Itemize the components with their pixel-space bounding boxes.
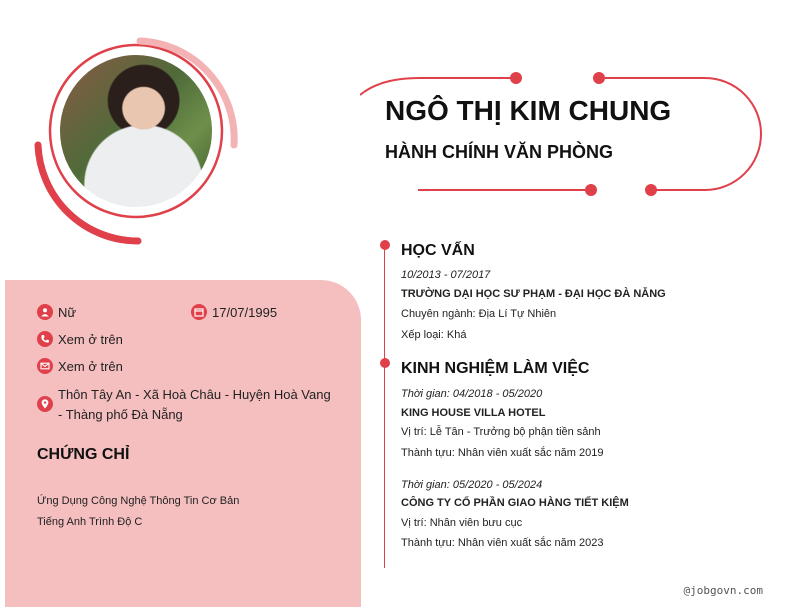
education-school: TRƯỜNG DẠI HỌC SƯ PHẠM - ĐẠI HỌC ĐÀ NẴNG [401,288,666,300]
address-row [37,385,337,425]
frame-dot [645,184,657,196]
job-achievement: Thành tựu: Nhân viên xuất sắc năm 2019 [401,447,604,459]
education-major: Chuyên ngành: Địa Lí Tự Nhiên [401,308,557,320]
certificate-item: Tiếng Anh Trình Độ C [37,516,143,528]
job-achievement: Thành tựu: Nhân viên xuất sắc năm 2023 [401,537,604,549]
timeline-dot [380,240,390,250]
person-icon [37,304,53,320]
watermark: @jobgovn.com [683,584,763,597]
experience-heading: KINH NGHIỆM LÀM VIỆC [401,360,590,377]
calendar-icon [191,304,207,320]
avatar-frame [30,35,240,245]
full-name: NGÔ THỊ KIM CHUNG [385,95,672,126]
email-value: Xem ở trên [58,359,123,374]
mail-icon [37,358,53,374]
location-pin-icon [37,396,53,412]
job-period: Thời gian: 04/2018 - 05/2020 [401,388,543,400]
job-company: CÔNG TY CỔ PHẦN GIAO HÀNG TIẾT KIỆM [401,497,629,509]
address-value: Thôn Tây An - Xã Hoà Châu - Huyện Hoà Vang - Thàng phố Đà Nẵng [58,387,331,422]
timeline-line [384,244,385,568]
job-position: Vị trí: Lễ Tân - Trưởng bộ phận tiền sảnh [401,426,601,438]
dob-row [191,303,277,323]
certificate-item: Ứng Dụng Công Nghệ Thông Tin Cơ Bản [37,495,240,507]
email-row [37,357,123,377]
dob-value: 17/07/1995 [212,305,278,320]
education-grade: Xếp loại: Khá [401,329,467,341]
phone-value: Xem ở trên [58,332,123,347]
job-company: KING HOUSE VILLA HOTEL [401,407,546,419]
frame-dot [585,184,597,196]
frame-dot [593,72,605,84]
phone-icon [37,331,53,347]
job-position: Vị trí: Nhân viên bưu cục [401,517,523,529]
education-period: 10/2013 - 07/2017 [401,269,491,281]
frame-dot [510,72,522,84]
gender-row [37,303,76,323]
gender-value: Nữ [58,305,77,320]
frame-top-left [360,78,515,95]
job-period: Thời gian: 05/2020 - 05/2024 [401,479,543,491]
avatar [60,55,212,207]
name-frame [360,65,780,215]
education-heading: HỌC VẤN [401,242,475,259]
timeline-dot [380,358,390,368]
certificates-heading: CHỨNG CHỈ [37,446,130,463]
phone-row [37,330,123,350]
job-title: HÀNH CHÍNH VĂN PHÒNG [385,142,614,162]
